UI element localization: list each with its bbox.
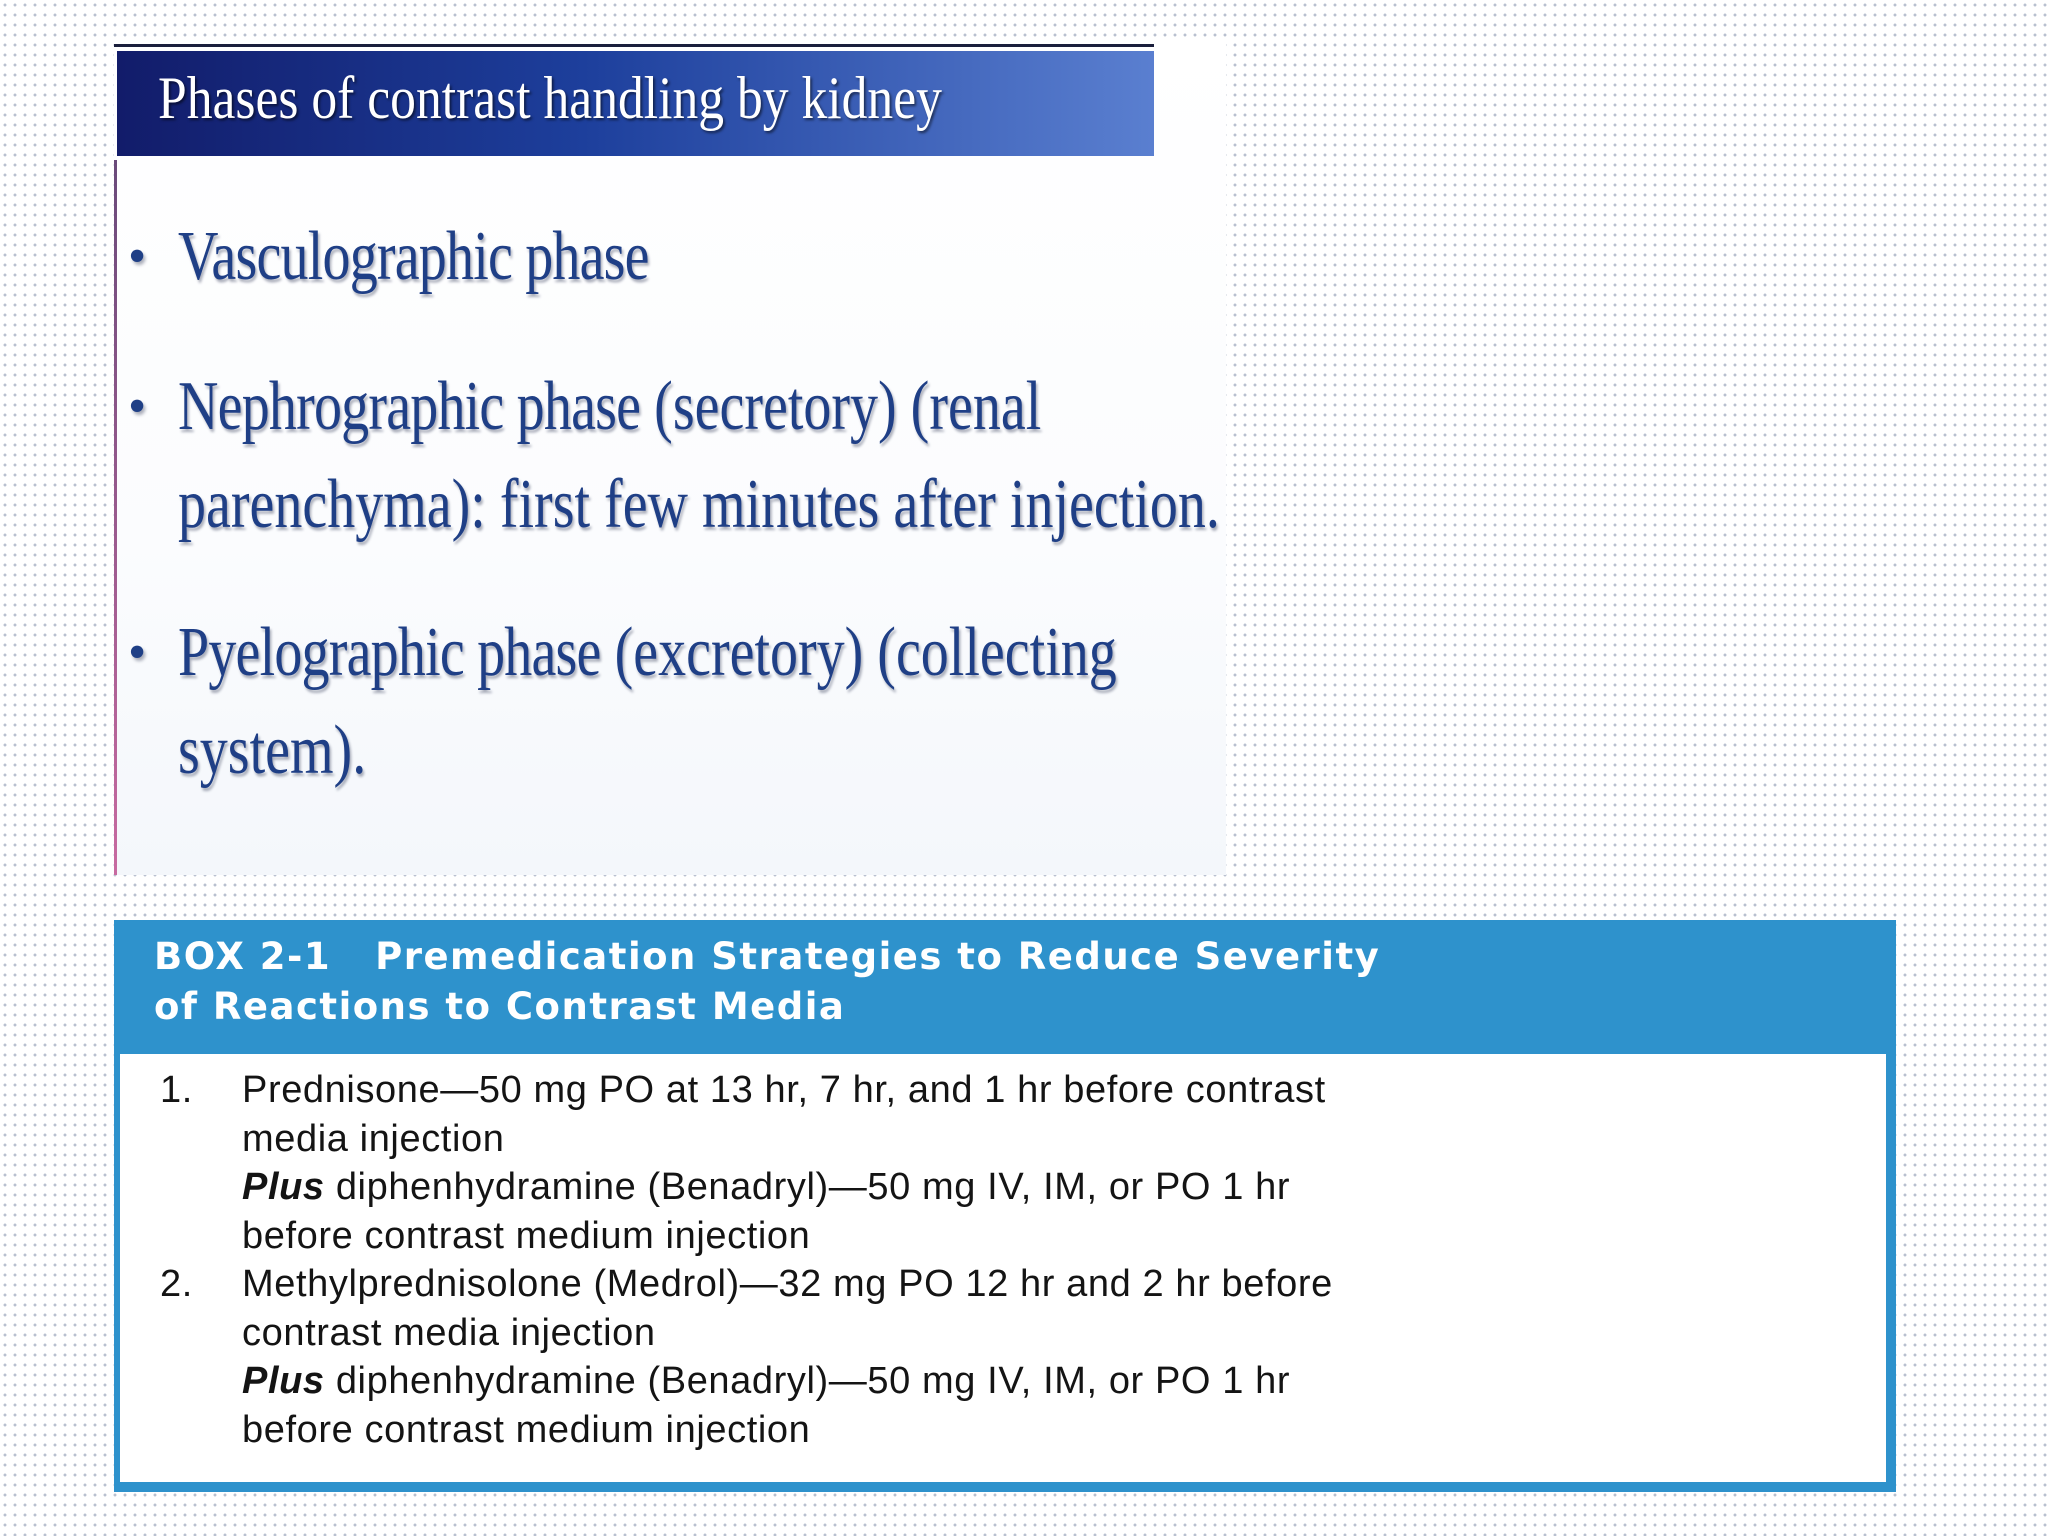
list-line: before contrast medium injection — [242, 1214, 811, 1257]
bullet-list — [114, 40, 1226, 875]
bullet-text — [178, 358, 1042, 456]
bullet-text — [178, 208, 1042, 306]
bullet-item-vasculographic — [128, 208, 1258, 306]
bullet-item-pyelographic — [128, 604, 1258, 800]
list-index: 2. — [160, 1263, 193, 1305]
box-title-line1 — [154, 932, 1380, 982]
list-line: before contrast medium injection — [242, 1408, 811, 1451]
bullet-detail: (excretory) (collecting — [600, 614, 1117, 691]
plus-text: diphenhydramine (Benadryl)—50 mg IV, IM, or PO 1 hr — [324, 1166, 1291, 1208]
bullet-item-nephrographic — [128, 358, 1258, 554]
bullet-term: Pyelographic phase — [178, 614, 601, 691]
bullet-icon: • — [128, 228, 147, 285]
list-line: contrast media injection — [242, 1311, 656, 1354]
list-line: media injection — [242, 1117, 505, 1160]
box-header — [154, 932, 1380, 1032]
box-title-line2: of Reactions to Contrast Media — [154, 985, 846, 1028]
bullet-icon: • — [128, 624, 147, 681]
slide-panel — [114, 40, 1226, 875]
bullet-text — [178, 604, 1117, 702]
box-number: BOX 2-1 — [154, 935, 332, 978]
list-item — [120, 1260, 1886, 1454]
bullet-term: Nephrographic phase — [178, 368, 641, 445]
plus-text: diphenhydramine (Benadryl)—50 mg IV, IM, or PO 1 hr — [324, 1360, 1291, 1402]
list-line — [242, 1163, 1886, 1212]
list-index: 1. — [160, 1069, 193, 1111]
bullet-text-continued: system). — [178, 712, 367, 789]
bullet-icon: • — [128, 378, 147, 435]
plus-label: Plus — [242, 1360, 325, 1402]
list-line — [242, 1357, 1886, 1406]
bullet-text-continued: parenchyma): first few minutes after injection. — [178, 466, 1220, 543]
bullet-detail: (secretory) (renal — [640, 368, 1042, 445]
list-line: Methylprednisolone (Medrol)—32 mg PO 12 hr and 2 hr before — [242, 1263, 1333, 1305]
slide-title: Phases of contrast handling by kidney — [158, 65, 942, 131]
box-body — [120, 1054, 1886, 1482]
list-item — [120, 1066, 1886, 1260]
premedication-box — [114, 920, 1896, 1492]
list-line: Prednisone—50 mg PO at 13 hr, 7 hr, and 1 hr before contrast — [242, 1069, 1326, 1111]
bullet-term: Vasculographic phase — [178, 218, 649, 295]
plus-label: Plus — [242, 1166, 325, 1208]
box-title: Premedication Strategies to Reduce Severity — [375, 935, 1381, 978]
